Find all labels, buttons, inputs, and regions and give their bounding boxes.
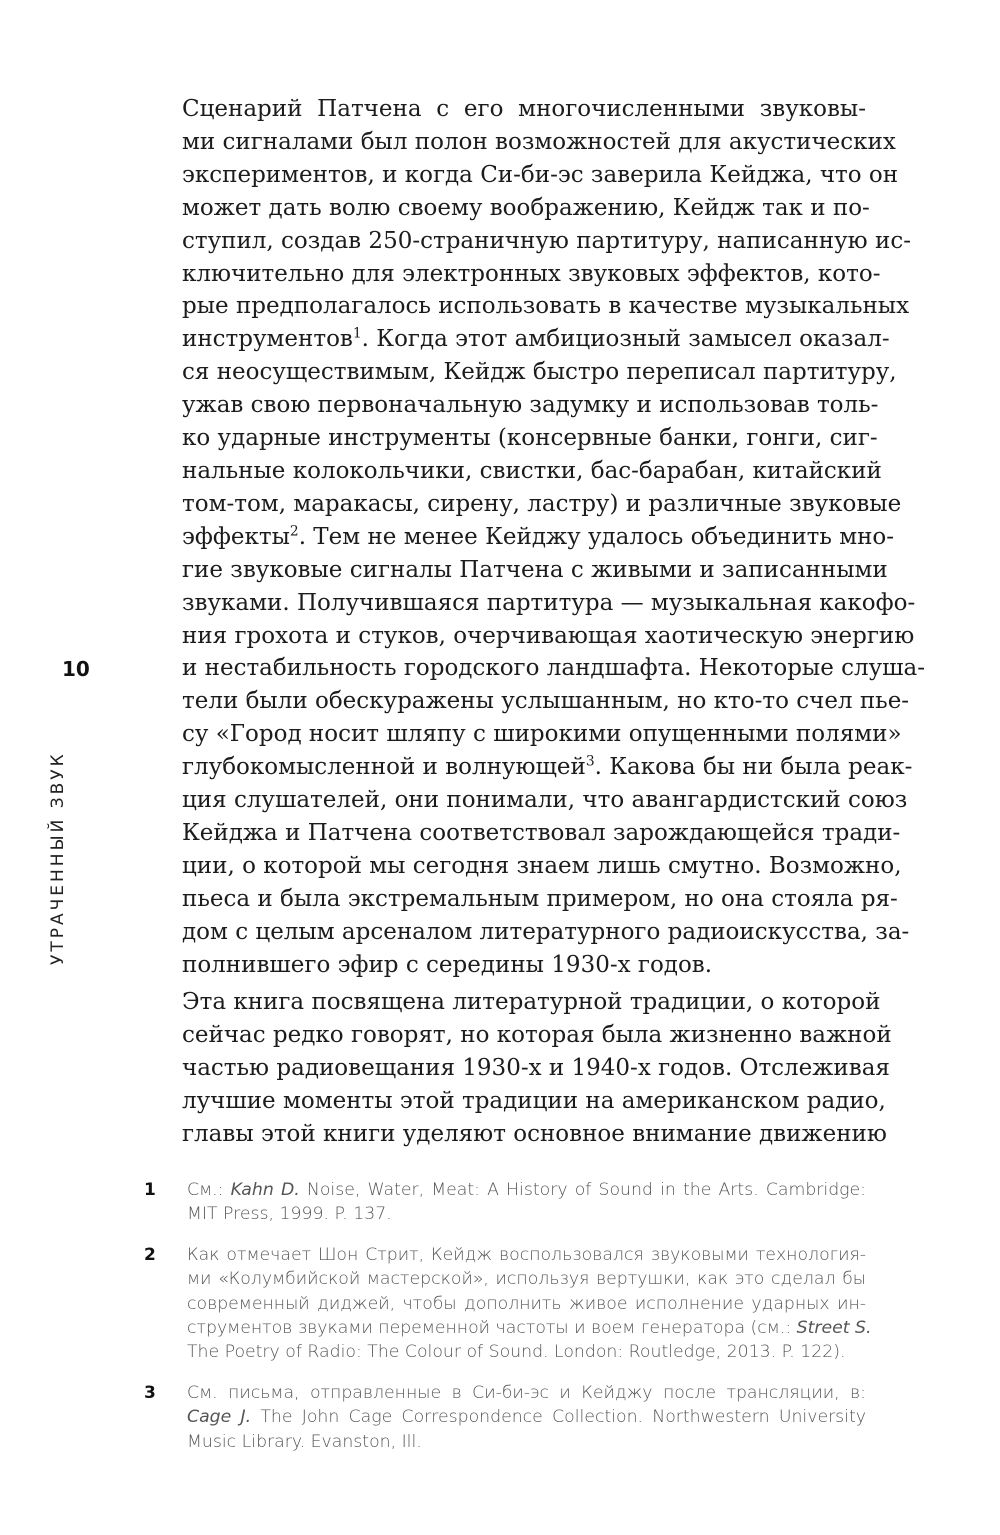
footnote-line bbox=[187, 1316, 872, 1340]
text-line: ужав свою первоначальную задумку и использовав толь- bbox=[182, 392, 879, 419]
text-line: звуками. Получившаяся партитура — музыкальная какофо- bbox=[182, 589, 916, 616]
main-text bbox=[144, 93, 926, 1151]
text-line: дом с целым арсеналом литературного радиоискусства, за- bbox=[182, 918, 910, 945]
paragraph-1 bbox=[144, 93, 926, 981]
footnote-number: 2 bbox=[144, 1244, 156, 1265]
text-line bbox=[144, 751, 913, 784]
footnote-2 bbox=[144, 1243, 872, 1365]
text-line: ся неосуществимым, Кейдж быстро переписал партитуру, bbox=[182, 359, 897, 386]
text-line: том-том, маракасы, сирену, ластру) и различные звуковые bbox=[182, 490, 902, 517]
text-line: Сценарий Патчена с его многочисленными звуковы- bbox=[182, 96, 866, 122]
text-segment: инструментов bbox=[182, 326, 353, 353]
footnotes bbox=[144, 1178, 872, 1470]
text-line: ния грохота и стуков, очерчивающая хаотическую энергию bbox=[182, 622, 915, 649]
text-line: может дать волю своему воображению, Кейдж так и по- bbox=[182, 194, 870, 221]
text-line: ция слушателей, они понимали, что авангардистский союз bbox=[182, 787, 908, 814]
text-segment: глубокомысленной и волнующей bbox=[182, 754, 586, 781]
text-line: Кейджа и Патчена соответствовал зарождающейся тради- bbox=[182, 819, 901, 846]
text-line: лучшие моменты этой традиции на американском радио, bbox=[182, 1088, 886, 1115]
text-segment: Noise, Water, Meat: A History of Sound in the Arts. Cambridge: bbox=[299, 1180, 866, 1200]
text-line: пьеса и была экстремальным примером, но она стояла ря- bbox=[182, 885, 898, 912]
author-name: Kahn D. bbox=[230, 1180, 300, 1200]
text-line: частью радиовещания 1930-х и 1940-х годов. Отслеживая bbox=[182, 1055, 890, 1082]
text-segment: The John Cage Correspondence Collection. Northwestern University bbox=[251, 1407, 866, 1428]
text-line bbox=[144, 521, 895, 554]
text-line: Эта книга посвящена литературной традиции, о которой bbox=[182, 989, 881, 1016]
text-line: ключительно для электронных звуковых эффектов, кото- bbox=[182, 260, 881, 287]
text-line: сейчас редко говорят, но которая была жизненно важной bbox=[182, 1022, 892, 1049]
running-title: УТРАЧЕННЫЙ ЗВУК bbox=[48, 751, 68, 965]
text-line: су «Город носит шляпу с широкими опущенными полями» bbox=[182, 721, 902, 748]
text-line: ступил, создав 250-страничную партитуру, написанную ис- bbox=[182, 227, 911, 254]
text-line: главы этой книги уделяют основное внимание движению bbox=[182, 1121, 887, 1148]
footnote-line: современный диджей, чтобы дополнить живое исполнение ударных ин- bbox=[187, 1293, 866, 1314]
footnote-3 bbox=[144, 1381, 866, 1454]
text-line: ции, о которой мы сегодня знаем лишь смутно. Возможно, bbox=[182, 852, 902, 879]
footnote-line: MIT Press, 1999. P. 137. bbox=[187, 1204, 392, 1225]
author-name: Cage J. bbox=[187, 1407, 252, 1428]
text-line: рые предполагалось использовать в качестве музыкальных bbox=[182, 293, 910, 320]
text-segment: . Тем не менее Кейджу удалось объединить мно- bbox=[298, 523, 895, 550]
footnote-ref-3[interactable]: 3 bbox=[585, 753, 595, 770]
text-segment: струментов звуками переменной частоты и воем генератора (см.: bbox=[187, 1318, 797, 1339]
footnote-number: 1 bbox=[144, 1180, 156, 1200]
footnote-ref-1[interactable]: 1 bbox=[352, 325, 362, 342]
text-line: полнившего эфир с середины 1930-х годов. bbox=[182, 951, 713, 978]
text-line: тели были обескуражены услышанным, но кто-то счел пье- bbox=[182, 688, 910, 715]
text-line: ко ударные инструменты (консервные банки, гонги, сиг- bbox=[182, 425, 878, 452]
footnote-ref-2[interactable]: 2 bbox=[289, 523, 299, 540]
author-name: Street S. bbox=[796, 1318, 872, 1339]
text-segment: . Какова бы ни была реак- bbox=[594, 754, 913, 781]
text-segment: . Когда этот амбициозный замысел оказал- bbox=[361, 326, 890, 353]
text-line: экспериментов, и когда Си-би-эс заверила Кейджа, что он bbox=[182, 161, 899, 188]
text-line bbox=[144, 323, 890, 356]
text-segment: эффекты bbox=[182, 523, 290, 550]
footnote-line: ми «Колумбийской мастерской», используя вертушки, как это сделал бы bbox=[187, 1269, 866, 1290]
text-line: и нестабильность городского ландшафта. Некоторые слуша- bbox=[182, 655, 926, 682]
footnote-line: The Poetry of Radio: The Colour of Sound. London: Routledge, 2013. P. 122). bbox=[187, 1342, 846, 1363]
text-line: ми сигналами был полон возможностей для акустических bbox=[182, 128, 896, 155]
footnote-line: См. письма, отправленные в Си-би-эс и Кейджу после трансляции, в: bbox=[187, 1382, 866, 1403]
text-line: нальные колокольчики, свистки, бас-барабан, китайский bbox=[182, 457, 882, 484]
footnote-line bbox=[187, 1178, 866, 1202]
paragraph-2 bbox=[144, 986, 892, 1151]
text-line: гие звуковые сигналы Патчена с живыми и записанными bbox=[182, 556, 888, 583]
footnote-line bbox=[187, 1405, 866, 1429]
footnote-1 bbox=[144, 1178, 866, 1227]
footnote-number: 3 bbox=[144, 1382, 156, 1403]
text-segment: См.: bbox=[187, 1180, 231, 1200]
footnote-line: Как отмечает Шон Стрит, Кейдж воспользовался звуковыми технология- bbox=[187, 1244, 866, 1265]
footnote-line: Music Library. Evanston, Ill. bbox=[187, 1431, 422, 1452]
page-number: 10 bbox=[62, 657, 90, 681]
